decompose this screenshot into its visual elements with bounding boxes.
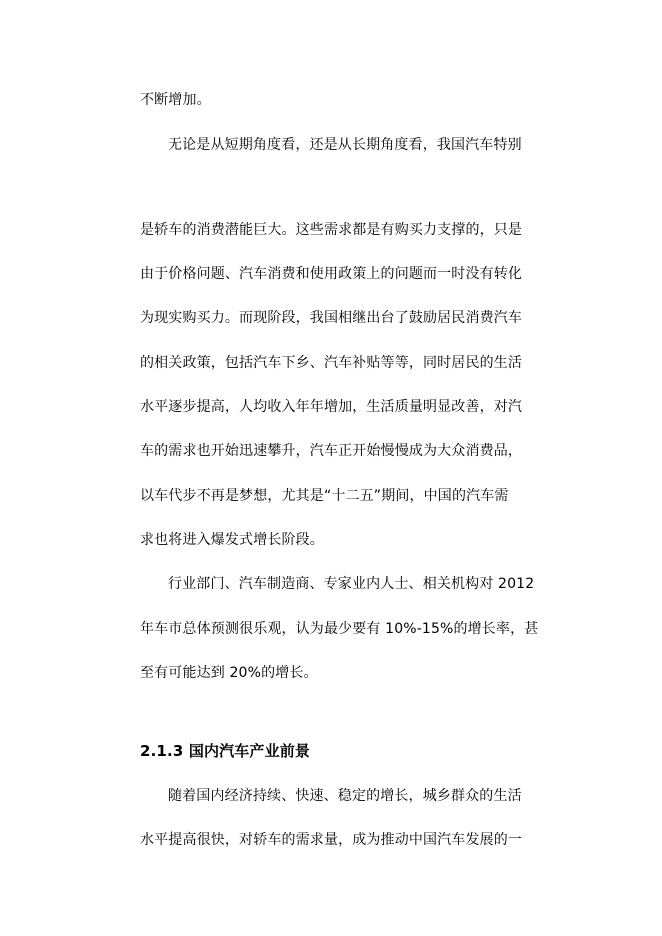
paragraph-line: 水平逐步提高，人均收入年年增加，生活质量明显改善，对汽 xyxy=(140,399,523,415)
paragraph-line: 行业部门、汽车制造商、专家业内人士、相关机构对 2012 xyxy=(168,576,535,592)
paragraph-line: 不断增加。 xyxy=(140,92,211,108)
paragraph-line: 无论是从短期角度看，还是从长期角度看，我国汽车特别 xyxy=(168,137,522,153)
section-heading: 2.1.3 国内汽车产业前景 xyxy=(140,742,311,760)
paragraph-line: 以车代步不再是梦想，尤其是“十二五”期间，中国的汽车需 xyxy=(140,488,509,504)
paragraph-line: 随着国内经济持续、快速、稳定的增长，城乡群众的生活 xyxy=(168,788,522,804)
paragraph-line: 为现实购买力。而现阶段，我国相继出台了鼓励居民消费汽车 xyxy=(140,310,523,326)
paragraph-line: 的相关政策，包括汽车下乡、汽车补贴等等，同时居民的生活 xyxy=(140,355,523,371)
paragraph-line: 至有可能达到 20%的增长。 xyxy=(140,665,318,681)
paragraph-line: 由于价格问题、汽车消费和使用政策上的问题而一时没有转化 xyxy=(140,266,523,282)
paragraph-line: 水平提高很快，对轿车的需求量，成为推动中国汽车发展的一 xyxy=(140,832,523,848)
paragraph-line: 车的需求也开始迅速攀升，汽车正开始慢慢成为大众消费品， xyxy=(140,443,523,459)
paragraph-line: 是轿车的消费潜能巨大。这些需求都是有购买力支撑的，只是 xyxy=(140,222,523,238)
paragraph-line: 年车市总体预测很乐观，认为最少要有 10%-15%的增长率，甚 xyxy=(140,621,539,637)
paragraph-line: 求也将进入爆发式增长阶段。 xyxy=(140,532,324,548)
